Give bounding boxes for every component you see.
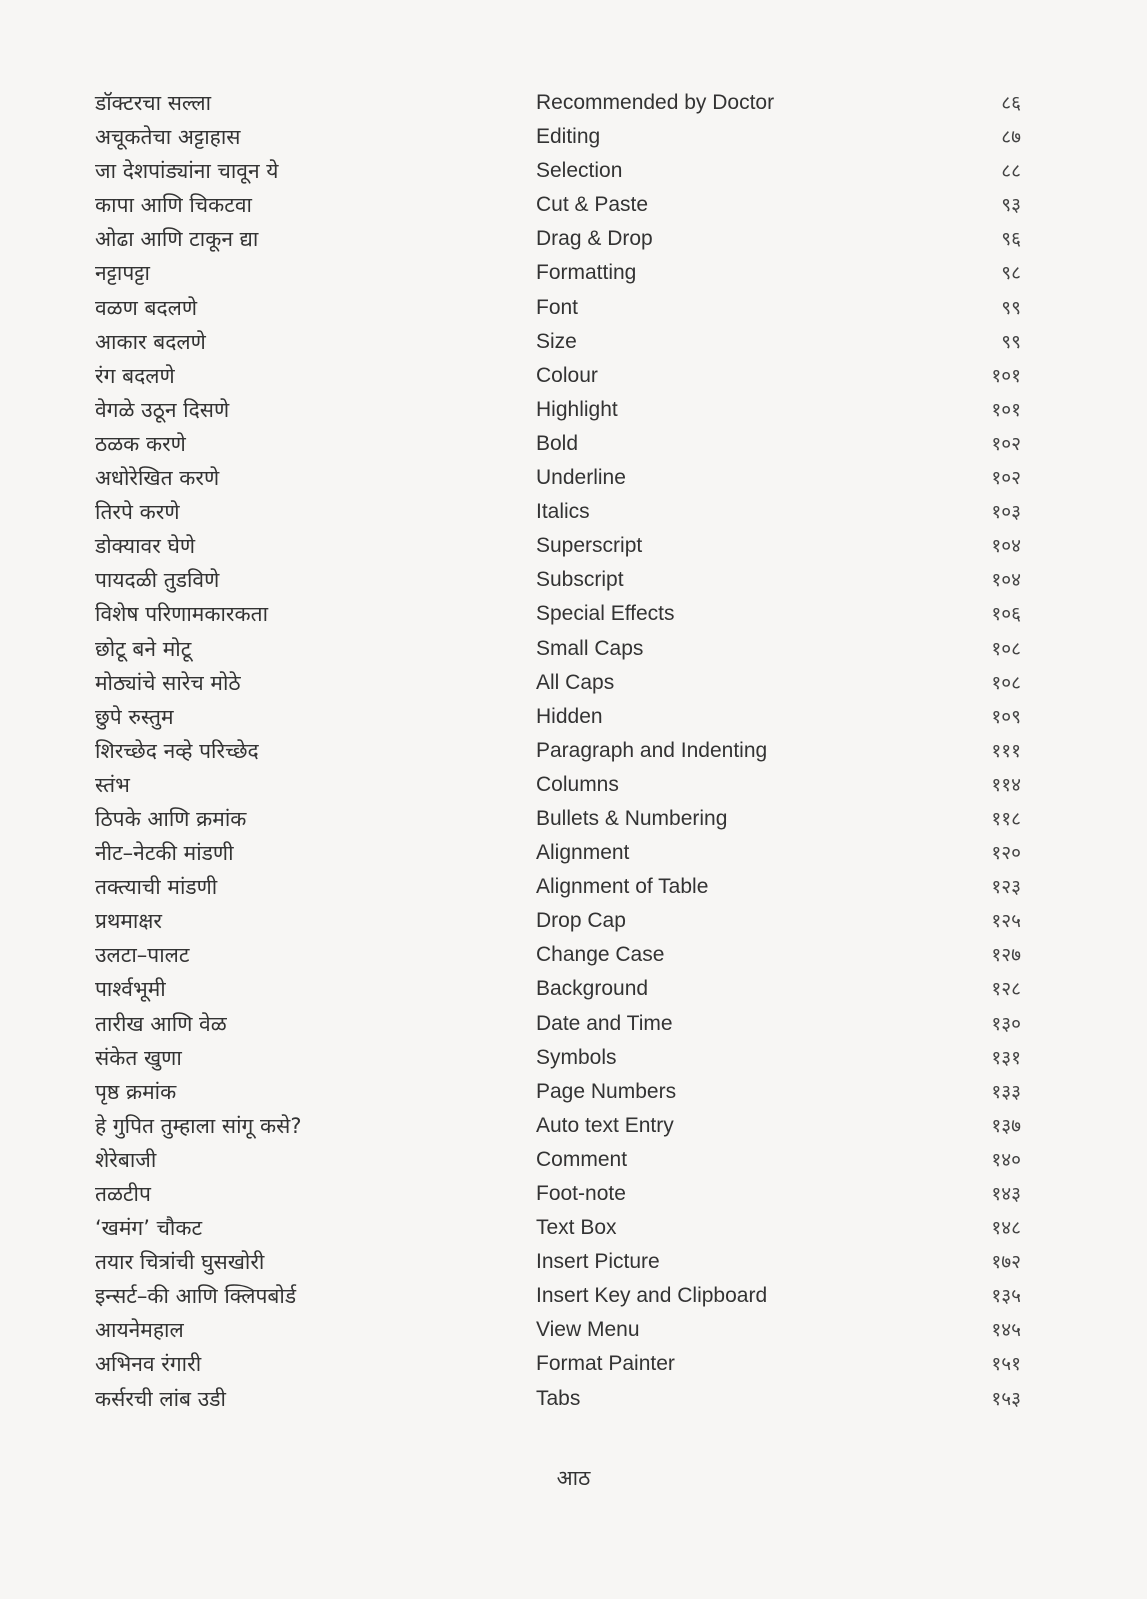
toc-page-number: १३० [991, 1012, 1021, 1035]
toc-marathi-title: छुपे रुस्तुम [95, 704, 174, 729]
table-of-contents [0, 86, 1147, 1416]
toc-marathi-title: संकेत खुणा [95, 1045, 182, 1070]
toc-marathi-title: प्रथमाक्षर [95, 909, 163, 934]
toc-english-title: Page Numbers [536, 1079, 677, 1103]
toc-row [0, 938, 1147, 972]
toc-row [0, 1007, 1147, 1041]
toc-english-title: Columns [536, 772, 619, 796]
toc-english-title: Formatting [536, 261, 637, 285]
toc-marathi-title: ओढा आणि टाकून द्या [95, 227, 259, 252]
toc-page-number: १०९ [991, 705, 1021, 728]
toc-english-title: Bullets & Numbering [536, 806, 728, 830]
toc-marathi-title: स्तंभ [95, 772, 130, 797]
toc-english-title: Auto text Entry [536, 1113, 674, 1137]
toc-marathi-title: डॉक्टरचा सल्ला [95, 91, 212, 115]
toc-page-number: १३१ [991, 1046, 1021, 1069]
toc-marathi-title: वळण बदलणे [95, 295, 198, 320]
toc-page-number: १०४ [991, 535, 1021, 558]
toc-marathi-title: शेरेबाजी [95, 1147, 157, 1172]
toc-marathi-title: नट्टापट्टा [95, 261, 150, 286]
toc-page-number: ११४ [991, 773, 1021, 796]
toc-english-title: Small Caps [536, 636, 644, 660]
toc-row [0, 222, 1147, 256]
toc-row [0, 972, 1147, 1006]
toc-page-number: १०४ [991, 569, 1021, 592]
toc-page-number: १४८ [991, 1217, 1021, 1240]
toc-english-title: Text Box [536, 1216, 617, 1240]
toc-row [0, 427, 1147, 461]
toc-row [0, 836, 1147, 870]
toc-marathi-title: डोक्यावर घेणे [95, 534, 196, 559]
toc-page-number: १३७ [991, 1114, 1021, 1137]
toc-row [0, 1177, 1147, 1211]
toc-page-number: ९८ [1001, 262, 1021, 285]
toc-english-title: Subscript [536, 568, 624, 592]
toc-row [0, 700, 1147, 734]
toc-row [0, 1382, 1147, 1416]
toc-row [0, 597, 1147, 631]
toc-marathi-title: तारीख आणि वेळ [95, 1011, 227, 1036]
toc-english-title: Alignment of Table [536, 875, 709, 899]
toc-marathi-title: तळटीप [95, 1182, 151, 1206]
toc-page-number: १७२ [991, 1251, 1021, 1274]
toc-row [0, 154, 1147, 188]
toc-row [0, 563, 1147, 597]
toc-page-number: १२८ [991, 978, 1021, 1001]
toc-english-title: Drag & Drop [536, 227, 653, 251]
toc-marathi-title: अभिनव रंगारी [95, 1352, 202, 1377]
toc-english-title: Format Painter [536, 1352, 675, 1376]
toc-english-title: Symbols [536, 1045, 617, 1069]
toc-marathi-title: अचूकतेचा अट्टाहास [95, 125, 241, 150]
toc-marathi-title: ठळक करणे [95, 431, 186, 456]
toc-marathi-title: पायदळी तुडविणे [95, 568, 220, 593]
toc-row [0, 1075, 1147, 1109]
toc-english-title: Recommended by Doctor [536, 91, 775, 114]
toc-english-title: Cut & Paste [536, 193, 649, 217]
toc-row [0, 359, 1147, 393]
toc-english-title: Insert Key and Clipboard [536, 1284, 768, 1308]
toc-page-number: १०२ [991, 432, 1021, 455]
toc-english-title: Font [536, 295, 579, 319]
toc-english-title: All Caps [536, 670, 615, 694]
toc-marathi-title: तक्त्याची मांडणी [95, 875, 218, 900]
toc-page-number: ९३ [1001, 194, 1021, 217]
toc-marathi-title: पार्श्वभूमी [95, 977, 166, 1002]
toc-marathi-title: ‘खमंग’ चौकट [95, 1216, 203, 1241]
toc-marathi-title: कापा आणि चिकटवा [95, 193, 252, 218]
toc-marathi-title: उलटा–पालट [95, 943, 190, 968]
toc-page-number: १०१ [991, 398, 1021, 421]
toc-row [0, 666, 1147, 700]
toc-page-number: ८७ [1001, 126, 1021, 149]
toc-page-number: १३५ [991, 1285, 1021, 1308]
toc-english-title: Foot-note [536, 1182, 626, 1205]
toc-english-title: Alignment [536, 841, 630, 865]
toc-marathi-title: विशेष परिणामकारकता [95, 602, 269, 627]
toc-row [0, 86, 1147, 120]
toc-page-number: ९९ [1001, 330, 1021, 353]
toc-page-number: १०२ [991, 467, 1021, 490]
toc-marathi-title: पृष्ठ क्रमांक [95, 1079, 177, 1104]
toc-page-number: १०३ [991, 501, 1021, 524]
toc-row [0, 734, 1147, 768]
toc-row [0, 1347, 1147, 1381]
toc-page-number: १२५ [991, 910, 1021, 933]
toc-row [0, 529, 1147, 563]
toc-row [0, 768, 1147, 802]
toc-page-number: ११८ [991, 807, 1021, 830]
toc-row [0, 1143, 1147, 1177]
toc-english-title: Editing [536, 125, 601, 149]
toc-marathi-title: कर्सरची लांब उडी [95, 1386, 226, 1411]
toc-english-title: View Menu [536, 1318, 640, 1342]
toc-english-title: Paragraph and Indenting [536, 738, 768, 762]
toc-marathi-title: जा देशपांड्यांना चावून ये [95, 159, 279, 184]
toc-row [0, 256, 1147, 290]
toc-page-number: १४३ [991, 1183, 1021, 1205]
toc-page-number: १०६ [991, 603, 1021, 626]
toc-row [0, 393, 1147, 427]
toc-row [0, 1313, 1147, 1347]
toc-page-number: १०८ [991, 637, 1021, 660]
toc-page-number: १०१ [991, 364, 1021, 387]
toc-english-title: Underline [536, 466, 626, 490]
toc-row [0, 1245, 1147, 1279]
toc-page-number: ८८ [1001, 160, 1021, 183]
toc-row [0, 870, 1147, 904]
toc-page-number: १४० [991, 1148, 1021, 1171]
toc-marathi-title: ठिपके आणि क्रमांक [95, 806, 247, 831]
toc-page-number: ९९ [1001, 296, 1021, 319]
toc-marathi-title: तयार चित्रांची घुसखोरी [95, 1250, 265, 1275]
toc-marathi-title: हे गुपित तुम्हाला सांगू कसे? [95, 1113, 302, 1138]
toc-page-number: १०८ [991, 671, 1021, 694]
toc-english-title: Selection [536, 159, 623, 183]
toc-english-title: Comment [536, 1147, 628, 1171]
toc-english-title: Drop Cap [536, 909, 626, 933]
toc-row [0, 291, 1147, 325]
page-footer-number: आठ [556, 1466, 591, 1490]
toc-row [0, 188, 1147, 222]
toc-page-number: १२० [991, 842, 1021, 865]
toc-english-title: Highlight [536, 397, 618, 421]
toc-page-number: १२३ [991, 876, 1021, 899]
toc-english-title: Hidden [536, 704, 603, 728]
toc-english-title: Date and Time [536, 1011, 673, 1035]
toc-marathi-title: तिरपे करणे [95, 500, 180, 525]
toc-english-title: Special Effects [536, 602, 675, 626]
toc-row [0, 461, 1147, 495]
toc-marathi-title: इन्सर्ट–की आणि क्लिपबोर्ड [95, 1284, 297, 1309]
toc-marathi-title: आयनेमहाल [95, 1318, 184, 1343]
toc-page-number: ८६ [1001, 92, 1021, 114]
toc-marathi-title: मोठ्यांचे सारेच मोठे [95, 670, 241, 695]
toc-page-number: १११ [991, 739, 1021, 762]
toc-row [0, 1279, 1147, 1313]
toc-page-number: १२७ [991, 944, 1021, 967]
toc-marathi-title: आकार बदलणे [95, 329, 206, 354]
toc-row [0, 495, 1147, 529]
toc-row [0, 904, 1147, 938]
toc-marathi-title: शिरच्छेद नव्हे परिच्छेद [95, 738, 259, 763]
toc-row [0, 1041, 1147, 1075]
toc-marathi-title: रंग बदलणे [95, 363, 175, 388]
toc-row [0, 1211, 1147, 1245]
toc-english-title: Colour [536, 363, 598, 387]
toc-marathi-title: नीट–नेटकी मांडणी [95, 841, 234, 866]
toc-english-title: Italics [536, 500, 590, 524]
toc-english-title: Background [536, 977, 649, 1001]
toc-page-number: १३३ [991, 1080, 1021, 1103]
toc-english-title: Tabs [536, 1386, 581, 1410]
toc-marathi-title: अधोरेखित करणे [95, 466, 220, 491]
toc-row [0, 325, 1147, 359]
toc-english-title: Superscript [536, 534, 643, 558]
toc-row [0, 632, 1147, 666]
toc-row [0, 120, 1147, 154]
toc-english-title: Size [536, 329, 577, 353]
toc-page-number: ९६ [1001, 228, 1021, 251]
toc-page-number: १५१ [991, 1353, 1021, 1376]
toc-row [0, 1109, 1147, 1143]
toc-english-title: Bold [536, 431, 579, 455]
toc-page-number: १४५ [991, 1319, 1021, 1342]
toc-english-title: Insert Picture [536, 1250, 660, 1274]
toc-page-number: १५३ [991, 1387, 1021, 1410]
toc-english-title: Change Case [536, 943, 665, 967]
toc-marathi-title: वेगळे उठून दिसणे [95, 397, 230, 422]
toc-row [0, 802, 1147, 836]
toc-marathi-title: छोटू बने मोटू [95, 636, 192, 661]
